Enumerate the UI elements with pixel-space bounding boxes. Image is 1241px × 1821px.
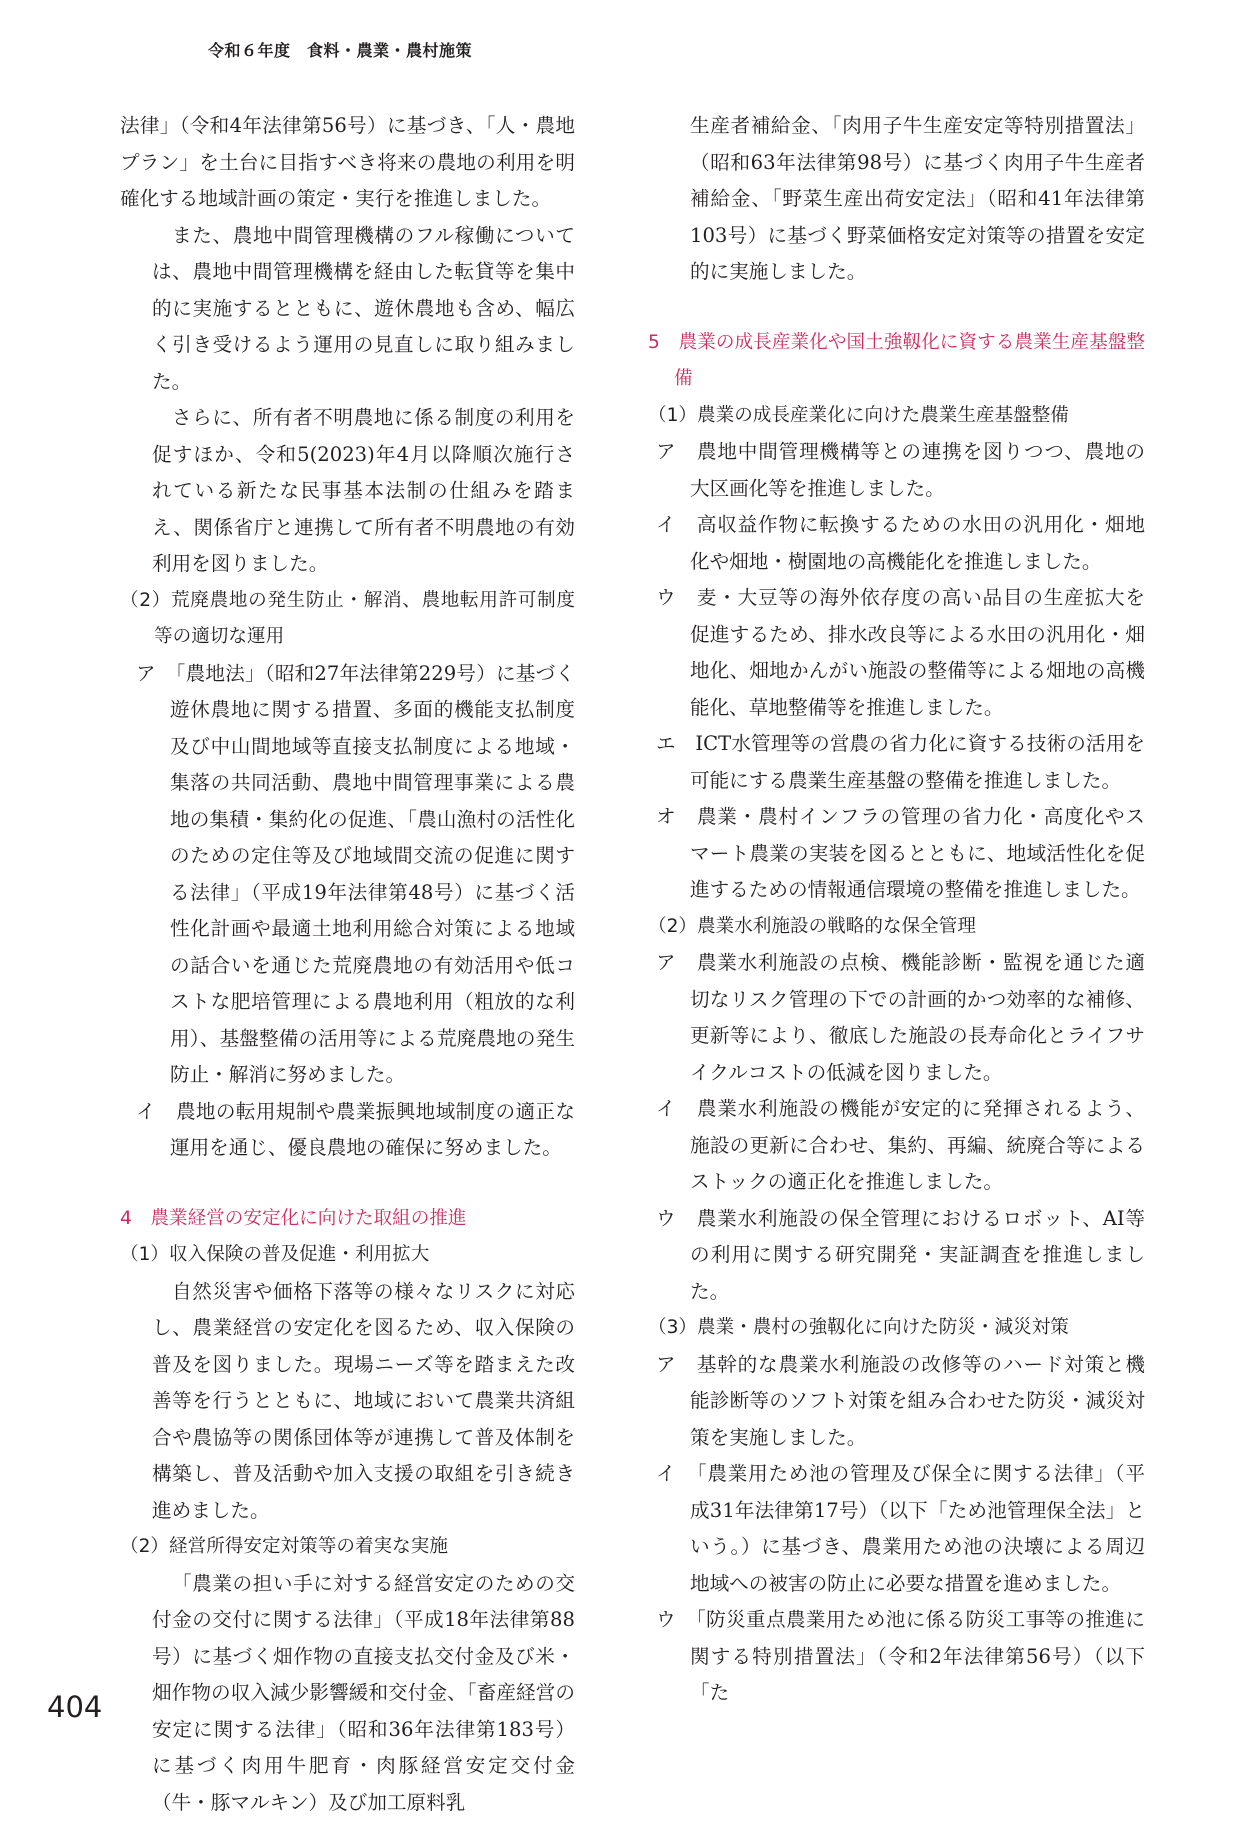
list-item: ウ 「防災重点農業用ため池に係る防災工事等の推進に関する特別措置法」（令和2年法律第56号）（以下「た: [648, 1602, 1145, 1712]
list-item: ア 「農地法」（昭和27年法律第229号）に基づく遊休農地に関する措置、多面的機能支払制度及び中山間地域等直接支払制度による地域・集落の共同活動、農地中間管理事業による農地の集積・集約化の促進、「農山漁村の活性化のための定住等及び地域間交流の促進に関する法律」（平成19年法律第48号）に基づく活性化計画や最適土地利用総合対策による地域の話合いを通じた荒廃農地の有効活用や低コストな肥培管理による農地利用（粗放的な利用）、基盤整備の活用等による荒廃農地の発生防止・解消に努めました。: [120, 656, 575, 1094]
list-item: イ 「農業用ため池の管理及び保全に関する法律」（平成31年法律第17号）（以下「ため池管理保全法」という。）に基づき、農業用ため池の決壊による周辺地域への被害の防止に必要な措置を進めました。: [648, 1456, 1145, 1602]
subsection-heading: （2）農業水利施設の戦略的な保全管理: [648, 909, 1145, 946]
section-heading: 4 農業経営の安定化に向けた取組の推進: [120, 1201, 575, 1238]
list-item: エ ICT水管理等の営農の省力化に資する技術の活用を可能にする農業生産基盤の整備を推進しました。: [648, 726, 1145, 799]
list-item: オ 農業・農村インフラの管理の省力化・高度化やスマート農業の実装を図るとともに、地域活性化を促進するための情報通信環境の整備を推進しました。: [648, 799, 1145, 909]
left-column: [120, 108, 575, 1821]
list-item: ウ 農業水利施設の保全管理におけるロボット、AI等の利用に関する研究開発・実証調査を推進しました。: [648, 1201, 1145, 1311]
list-item: ア 農業水利施設の点検、機能診断・監視を通じた適切なリスク管理の下での計画的かつ効率的な補修、更新等により、徹底した施設の長寿命化とライフサイクルコストの低減を図りました。: [648, 945, 1145, 1091]
page-number: 404: [47, 1690, 102, 1724]
list-item: ウ 麦・大豆等の海外依存度の高い品目の生産拡大を促進するため、排水改良等による水田の汎用化・畑地化、畑地かんがい施設の整備等による畑地の高機能化、草地整備等を推進しました。: [648, 580, 1145, 726]
list-item: イ 農地の転用規制や農業振興地域制度の適正な運用を通じ、優良農地の確保に努めました。: [120, 1094, 575, 1167]
body-paragraph: 生産者補給金、「肉用子牛生産安定等特別措置法」（昭和63年法律第98号）に基づく肉用子牛生産者補給金、「野菜生産出荷安定法」（昭和41年法律第103号）に基づく野菜価格安定対策等の措置を安定的に実施しました。: [648, 108, 1145, 291]
right-column: [648, 108, 1145, 1712]
subsection-heading: （1）収入保険の普及促進・利用拡大: [120, 1237, 575, 1274]
section-gap: [648, 291, 1145, 325]
body-paragraph: 自然災害や価格下落等の様々なリスクに対応し、農業経営の安定化を図るため、収入保険の普及を図りました。現場ニーズ等を踏まえた改善等を行うとともに、地域において農業共済組合や農協等の関係団体等が連携して普及体制を構築し、普及活動や加入支援の取組を引き続き進めました。: [120, 1274, 575, 1530]
body-paragraph: 「農業の担い手に対する経営安定のための交付金の交付に関する法律」（平成18年法律第88号）に基づく畑作物の直接支払交付金及び米・畑作物の収入減少影響緩和交付金、「畜産経営の安定に関する法律」（昭和36年法律第183号）に基づく肉用牛肥育・肉豚経営安定交付金（牛・豚マルキン）及び加工原料乳: [120, 1566, 575, 1821]
subsection-heading: （2）荒廃農地の発生防止・解消、農地転用許可制度等の適切な運用: [120, 583, 575, 656]
subsection-heading: （1）農業の成長産業化に向けた農業生産基盤整備: [648, 398, 1145, 435]
subsection-heading: （3）農業・農村の強靱化に向けた防災・減災対策: [648, 1310, 1145, 1347]
body-paragraph: さらに、所有者不明農地に係る制度の利用を促すほか、令和5(2023)年4月以降順次施行されている新たな民事基本法制の仕組みを踏まえ、関係省庁と連携して所有者不明農地の有効利用を図りました。: [120, 400, 575, 583]
subsection-heading: （2）経営所得安定対策等の着実な実施: [120, 1529, 575, 1566]
running-header: 令和６年度 食料・農業・農村施策: [208, 38, 472, 61]
section-heading: 5 農業の成長産業化や国土強靱化に資する農業生産基盤整備: [648, 325, 1145, 398]
list-item: ア 農地中間管理機構等との連携を図りつつ、農地の大区画化等を推進しました。: [648, 434, 1145, 507]
list-item: イ 農業水利施設の機能が安定的に発揮されるよう、施設の更新に合わせ、集約、再編、統廃合等によるストックの適正化を推進しました。: [648, 1091, 1145, 1201]
body-paragraph: 法律」（令和4年法律第56号）に基づき、「人・農地プラン」を土台に目指すべき将来の農地の利用を明確化する地域計画の策定・実行を推進しました。: [120, 108, 575, 218]
section-gap: [120, 1167, 575, 1201]
list-item: イ 高収益作物に転換するための水田の汎用化・畑地化や畑地・樹園地の高機能化を推進しました。: [648, 507, 1145, 580]
body-paragraph: また、農地中間管理機構のフル稼働については、農地中間管理機構を経由した転貸等を集中的に実施するとともに、遊休農地も含め、幅広く引き受けるよう運用の見直しに取り組みました。: [120, 218, 575, 401]
list-item: ア 基幹的な農業水利施設の改修等のハード対策と機能診断等のソフト対策を組み合わせた防災・減災対策を実施しました。: [648, 1347, 1145, 1457]
